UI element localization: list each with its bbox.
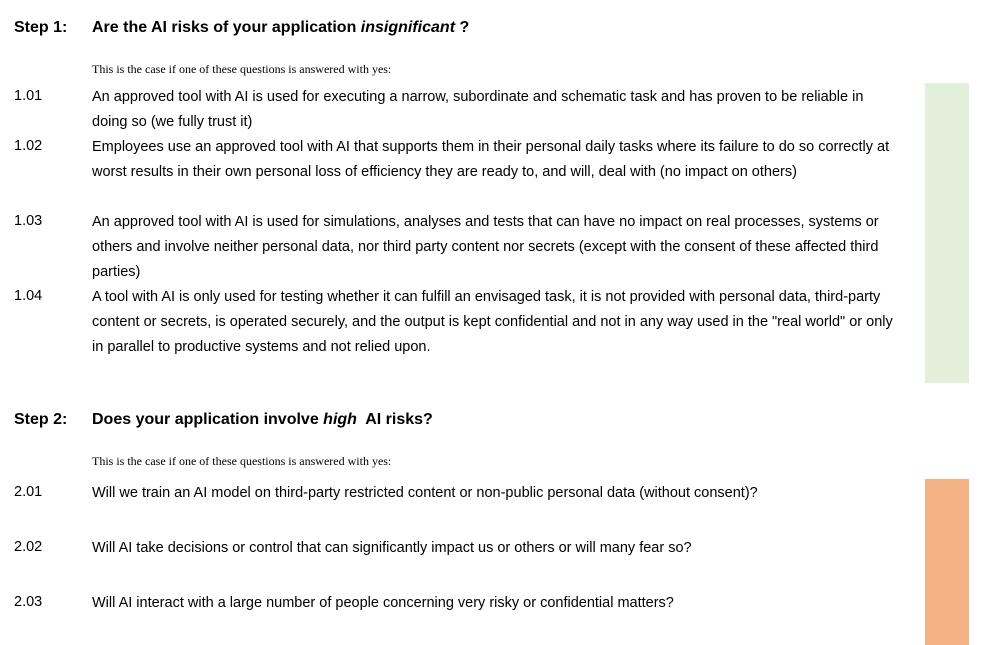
- step2-title: [92, 411, 433, 429]
- step2-title-end: AI risks?: [356, 411, 433, 428]
- question-text: An approved tool with AI is used for simulations, analyses and tests that can have no impact on real processes, systems or others and involve neither personal data, nor third party content nor secrets (except with the consent of these affected third parties): [92, 214, 879, 280]
- question-number: 2.02: [14, 539, 43, 555]
- step1-note: This is the case if one of these questions is answered with yes:: [92, 62, 392, 76]
- question-text: Will AI interact with a large number of people concerning very risky or confidential matters?: [92, 595, 674, 611]
- insignificant-risk-bar: [925, 83, 969, 383]
- question-number: 1.01: [14, 88, 43, 104]
- question-text: An approved tool with AI is used for executing a narrow, subordinate and schematic task and has proven to be reliable in doing so (we fully trust it): [92, 89, 864, 130]
- step1-title-end: ?: [455, 19, 470, 36]
- step1-title-emphasis: insignificant: [360, 19, 456, 36]
- step1-title: [92, 19, 469, 37]
- step1-title-text: Are the AI risks of your application: [92, 19, 361, 36]
- step2-title-emphasis: high: [323, 411, 357, 428]
- question-text: Will AI take decisions or control that can significantly impact us or others or will many fear so?: [92, 540, 692, 556]
- step2-label: Step 2:: [14, 411, 68, 428]
- step1-label: Step 1:: [14, 19, 68, 36]
- question-number: 1.03: [14, 213, 43, 229]
- question-number: 2.03: [14, 594, 43, 610]
- question-number: 2.01: [14, 484, 43, 500]
- step2-title-text: Does your application involve: [92, 411, 324, 428]
- question-text: Will we train an AI model on third-party restricted content or non-public personal data (without consent)?: [92, 485, 758, 501]
- question-number: 1.04: [14, 288, 43, 304]
- question-number: 1.02: [14, 138, 43, 154]
- question-text: A tool with AI is only used for testing whether it can fulfill an envisaged task, it is not provided with personal data, third-party content or secrets, is operated securely, and the output is kept confidential and not in any way used in the "real world" or only in parallel to productive systems and not relied upon.: [92, 289, 893, 355]
- high-risk-bar: [925, 479, 969, 645]
- step2-note: This is the case if one of these questions is answered with yes:: [92, 454, 392, 468]
- question-text: Employees use an approved tool with AI that supports them in their personal daily tasks where its failure to do so correctly at worst results in their own personal loss of efficiency they are ready to, and will, deal with (no impact on others): [92, 139, 890, 180]
